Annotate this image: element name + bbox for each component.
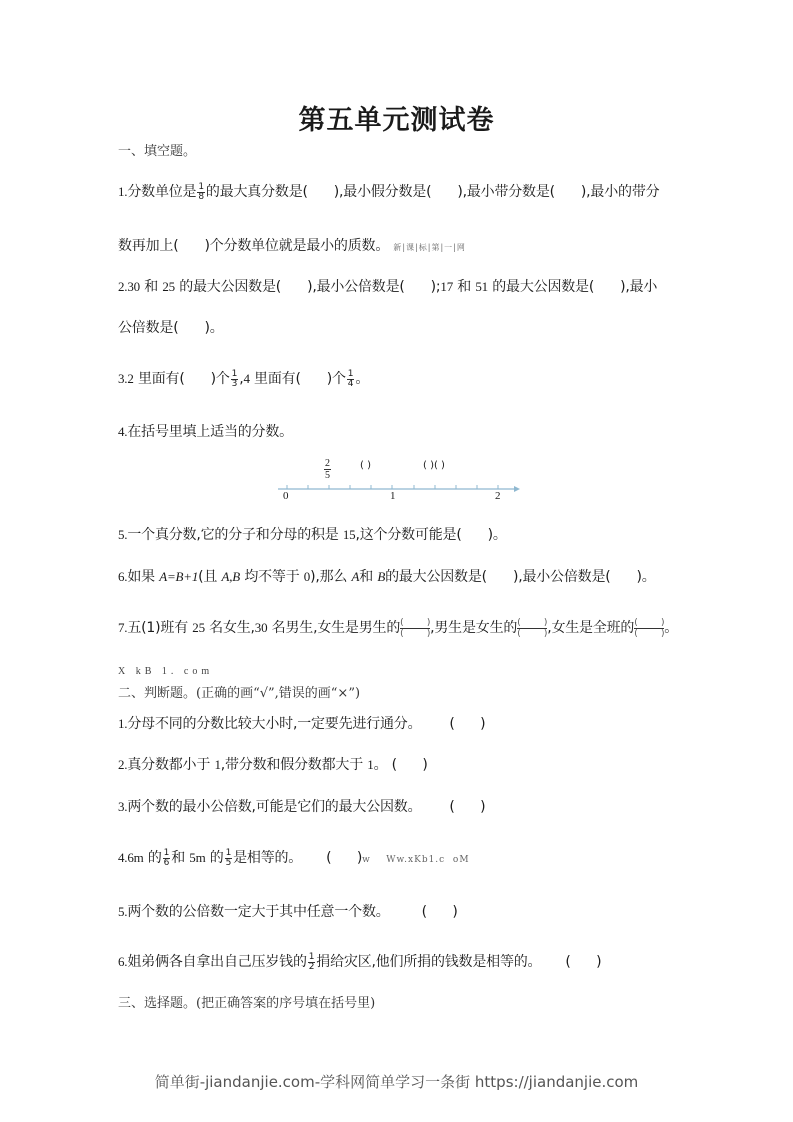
tick-label-1: 1	[390, 490, 396, 502]
fraction-one-third: $\frac{1}{3}$	[231, 368, 238, 389]
question-3: 3.2 里面有( )个 $\frac{1}{3}$ ,4 里面有( )个 $\frac{1}{4}$ 。	[118, 368, 370, 389]
judge-item-3: 3.两个数的最小公倍数,可能是它们的最大公因数。 ( )	[118, 799, 486, 815]
question-1-line-1: 1.分数单位是 $\frac{1}{8}$ 的最大真分数是( ),最小假分数是( ),最小带分数是( ),最小的带分	[118, 181, 660, 202]
number-line-axis	[276, 456, 521, 506]
number-line-blank-2[interactable]: ( )( )	[423, 460, 445, 471]
judge-item-6: 6.姐弟俩各自拿出自己压岁钱的 $\frac{1}{2}$ 捐给灾区,他们所捐的钱数是相等的。 ( )	[118, 951, 602, 972]
judge-blank[interactable]: ( )	[565, 954, 602, 970]
given-fraction-two-fifths: 2 5	[325, 458, 330, 481]
fraction-one-sixth: $\frac{1}{6}$	[163, 847, 170, 868]
judge-item-4: 4.6m 的 $\frac{1}{6}$ 和 5m 的 $\frac{1}{5}$ 是相等的。 ( )w Ww.xKb1.c oM	[118, 847, 470, 868]
tick-label-2: 2	[495, 490, 501, 502]
question-2-line-2: 公倍数是( )。	[118, 320, 224, 336]
fraction-one-half: $\frac{1}{2}$	[308, 951, 315, 972]
fraction-blank-boys-of-girls[interactable]: ( ) ( )	[517, 617, 548, 639]
judge-blank[interactable]: ( )	[449, 799, 486, 815]
question-1-line-2: 数再加上( )个分数单位就是最小的质数。 新|课|标|第|一|网	[118, 238, 466, 254]
number-line	[276, 456, 521, 506]
section-2-heading: 二、判断题。(正确的画“√”,错误的画“×”)	[118, 686, 361, 701]
watermark-xkb-url: w Ww.xKb1.c oM	[362, 855, 470, 865]
fraction-blank-girls-of-boys[interactable]: ( ) ( )	[400, 617, 431, 639]
judge-blank[interactable]: ( )	[421, 904, 458, 920]
question-4: 4.在括号里填上适当的分数。	[118, 424, 293, 440]
page-title: 第五单元测试卷	[298, 105, 495, 136]
question-7: 7.五(1)班有 25 名女生,30 名男生,女生是男生的 ( ) ( ) ,男生是女生的 ( ) ( ) ,女生是全班的 ( ) ( ) 。	[118, 617, 679, 639]
watermark-xkb: X kB 1. com	[118, 666, 214, 677]
footer-site-banner[interactable]: 简单街-jiandanjie.com-学科网简单学习一条街 https://jiandanjie.com	[154, 1073, 639, 1091]
judge-item-5: 5.两个数的公倍数一定大于其中任意一个数。 ( )	[118, 904, 458, 920]
fraction-blank-girls-of-class[interactable]: ( ) ( )	[634, 617, 665, 639]
judge-blank[interactable]: ( )	[449, 716, 486, 732]
judge-blank[interactable]: ( )	[391, 757, 428, 773]
judge-item-2: 2.真分数都小于 1,带分数和假分数都大于 1。 ( )	[118, 757, 428, 773]
fraction-one-fifth: $\frac{1}{5}$	[225, 847, 232, 868]
fraction-one-quarter: $\frac{1}{4}$	[347, 368, 354, 389]
judge-item-1: 1.分母不同的分数比较大小时,一定要先进行通分。 ( )	[118, 716, 486, 732]
watermark-xinkebiao: 新|课|标|第|一|网	[393, 243, 466, 252]
section-1-heading: 一、填空题。	[118, 144, 197, 159]
question-6: 6.如果 A=B+1(且 A,B 均不等于 0),那么 A和 B的最大公因数是( ),最小公倍数是( )。	[118, 569, 656, 585]
fraction-one-eighth: $\frac{1}{8}$	[198, 181, 204, 202]
judge-blank[interactable]: ( )	[326, 850, 363, 866]
question-2-line-1: 2.30 和 25 的最大公因数是( ),最小公倍数是( );17 和 51 的最大公因数是( ),最小	[118, 279, 658, 295]
question-5: 5.一个真分数,它的分子和分母的积是 15,这个分数可能是( )。	[118, 527, 507, 543]
number-line-blank-1[interactable]: ( )	[360, 460, 371, 471]
section-3-heading: 三、选择题。(把正确答案的序号填在括号里)	[118, 996, 376, 1011]
tick-label-0: 0	[283, 490, 289, 502]
